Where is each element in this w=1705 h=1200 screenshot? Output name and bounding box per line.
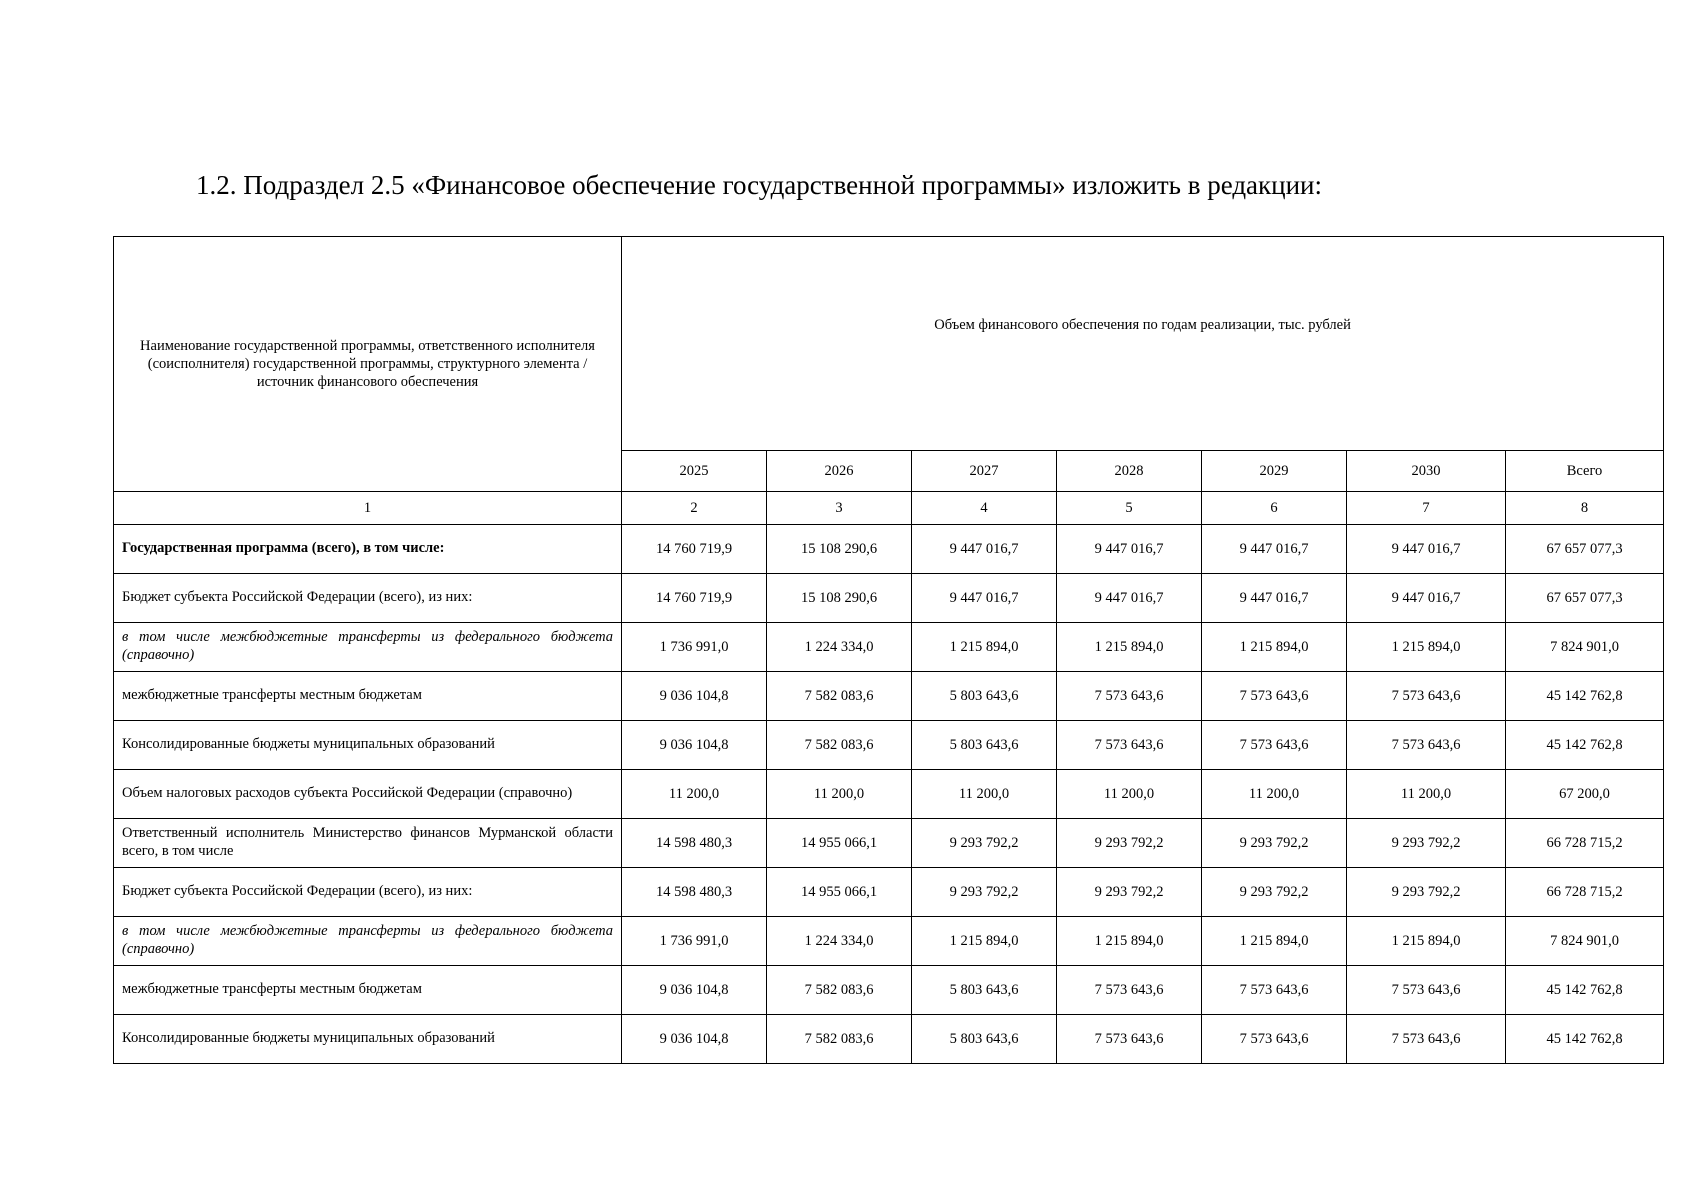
value-cell: 9 036 104,8 — [622, 672, 767, 721]
value-cell: 9 036 104,8 — [622, 721, 767, 770]
value-cell: 1 736 991,0 — [622, 623, 767, 672]
row-name-cell: в том числе межбюджетные трансферты из федерального бюджета (справочно) — [114, 623, 622, 672]
table-row — [114, 868, 1664, 917]
row-name-cell: Консолидированные бюджеты муниципальных образований — [114, 721, 622, 770]
column-number: 1 — [114, 492, 622, 525]
year-header: 2030 — [1347, 451, 1506, 492]
row-name-cell: межбюджетные трансферты местным бюджетам — [114, 966, 622, 1015]
value-cell: 66 728 715,2 — [1506, 868, 1664, 917]
value-cell: 1 215 894,0 — [912, 623, 1057, 672]
row-name-cell: в том числе межбюджетные трансферты из федерального бюджета (справочно) — [114, 917, 622, 966]
value-cell: 9 293 792,2 — [1057, 868, 1202, 917]
year-header: 2029 — [1202, 451, 1347, 492]
value-cell: 1 215 894,0 — [1057, 623, 1202, 672]
value-cell: 9 447 016,7 — [1347, 574, 1506, 623]
row-name-cell: Государственная программа (всего), в том числе: — [114, 525, 622, 574]
value-cell: 1 215 894,0 — [912, 917, 1057, 966]
table-row — [114, 525, 1664, 574]
value-cell: 7 573 643,6 — [1202, 672, 1347, 721]
value-cell: 11 200,0 — [767, 770, 912, 819]
table-row — [114, 574, 1664, 623]
table-body — [114, 525, 1664, 1064]
program-name-header: Наименование государственной программы, ответственного исполнителя (соисполнителя) государственной программы, структурного элемента / источник финансового обеспечения — [114, 237, 622, 492]
value-cell: 66 728 715,2 — [1506, 819, 1664, 868]
table-row — [114, 672, 1664, 721]
value-cell: 7 582 083,6 — [767, 966, 912, 1015]
value-cell: 9 293 792,2 — [1347, 819, 1506, 868]
value-cell: 45 142 762,8 — [1506, 721, 1664, 770]
value-cell: 5 803 643,6 — [912, 1015, 1057, 1064]
table-row — [114, 966, 1664, 1015]
value-cell: 7 582 083,6 — [767, 1015, 912, 1064]
value-cell: 9 293 792,2 — [1057, 819, 1202, 868]
value-cell: 1 215 894,0 — [1347, 917, 1506, 966]
table-row — [114, 623, 1664, 672]
column-number: 3 — [767, 492, 912, 525]
value-cell: 1 215 894,0 — [1202, 623, 1347, 672]
value-cell: 1 736 991,0 — [622, 917, 767, 966]
table-row — [114, 721, 1664, 770]
value-cell: 14 760 719,9 — [622, 525, 767, 574]
column-numbers-row — [114, 492, 1664, 525]
year-header: Всего — [1506, 451, 1664, 492]
value-cell: 9 447 016,7 — [1202, 574, 1347, 623]
value-cell: 9 447 016,7 — [912, 574, 1057, 623]
value-cell: 9 447 016,7 — [1347, 525, 1506, 574]
value-cell: 9 447 016,7 — [1057, 525, 1202, 574]
section-heading: 1.2. Подраздел 2.5 «Финансовое обеспечение государственной программы» изложить в редакции: — [196, 170, 1323, 200]
year-header: 2026 — [767, 451, 912, 492]
value-cell: 14 760 719,9 — [622, 574, 767, 623]
value-cell: 7 824 901,0 — [1506, 917, 1664, 966]
value-cell: 9 447 016,7 — [1202, 525, 1347, 574]
value-cell: 7 573 643,6 — [1347, 1015, 1506, 1064]
value-cell: 14 955 066,1 — [767, 868, 912, 917]
value-cell: 7 573 643,6 — [1347, 966, 1506, 1015]
financing-table — [113, 236, 1664, 1064]
value-cell: 9 293 792,2 — [1347, 868, 1506, 917]
table-row — [114, 770, 1664, 819]
value-cell: 45 142 762,8 — [1506, 1015, 1664, 1064]
value-cell: 7 582 083,6 — [767, 672, 912, 721]
value-cell: 15 108 290,6 — [767, 525, 912, 574]
value-cell: 7 573 643,6 — [1202, 966, 1347, 1015]
value-cell: 14 598 480,3 — [622, 868, 767, 917]
row-name-cell: Бюджет субъекта Российской Федерации (всего), из них: — [114, 574, 622, 623]
financing-volume-header — [622, 237, 1664, 451]
table-row — [114, 1015, 1664, 1064]
value-cell: 1 224 334,0 — [767, 917, 912, 966]
value-cell: 5 803 643,6 — [912, 721, 1057, 770]
value-cell: 11 200,0 — [912, 770, 1057, 819]
value-cell: 7 573 643,6 — [1057, 672, 1202, 721]
value-cell: 9 036 104,8 — [622, 1015, 767, 1064]
value-cell: 7 582 083,6 — [767, 721, 912, 770]
year-header: 2027 — [912, 451, 1057, 492]
value-cell: 7 573 643,6 — [1347, 721, 1506, 770]
table-row — [114, 819, 1664, 868]
column-number: 6 — [1202, 492, 1347, 525]
row-name-cell: межбюджетные трансферты местным бюджетам — [114, 672, 622, 721]
year-header: 2025 — [622, 451, 767, 492]
value-cell: 7 573 643,6 — [1057, 1015, 1202, 1064]
value-cell: 7 573 643,6 — [1057, 966, 1202, 1015]
value-cell: 67 657 077,3 — [1506, 525, 1664, 574]
row-name-cell: Объем налоговых расходов субъекта Российской Федерации (справочно) — [114, 770, 622, 819]
value-cell: 45 142 762,8 — [1506, 966, 1664, 1015]
value-cell: 11 200,0 — [1057, 770, 1202, 819]
value-cell: 11 200,0 — [1202, 770, 1347, 819]
table-row — [114, 917, 1664, 966]
value-cell: 67 657 077,3 — [1506, 574, 1664, 623]
value-cell: 7 573 643,6 — [1057, 721, 1202, 770]
value-cell: 7 573 643,6 — [1202, 721, 1347, 770]
value-cell: 9 293 792,2 — [1202, 819, 1347, 868]
value-cell: 9 293 792,2 — [912, 819, 1057, 868]
value-cell: 9 293 792,2 — [912, 868, 1057, 917]
column-number: 5 — [1057, 492, 1202, 525]
value-cell: 1 215 894,0 — [1057, 917, 1202, 966]
row-name-cell: Консолидированные бюджеты муниципальных образований — [114, 1015, 622, 1064]
value-cell: 5 803 643,6 — [912, 966, 1057, 1015]
value-cell: 67 200,0 — [1506, 770, 1664, 819]
value-cell: 1 215 894,0 — [1347, 623, 1506, 672]
value-cell: 7 824 901,0 — [1506, 623, 1664, 672]
value-cell: 14 955 066,1 — [767, 819, 912, 868]
value-cell: 15 108 290,6 — [767, 574, 912, 623]
value-cell: 14 598 480,3 — [622, 819, 767, 868]
value-cell: 9 447 016,7 — [1057, 574, 1202, 623]
financing-volume-header-text: Объем финансового обеспечения по годам реализации, тыс. рублей — [934, 317, 1351, 333]
row-name-cell: Бюджет субъекта Российской Федерации (всего), из них: — [114, 868, 622, 917]
column-number: 7 — [1347, 492, 1506, 525]
column-number: 2 — [622, 492, 767, 525]
value-cell: 5 803 643,6 — [912, 672, 1057, 721]
column-number: 8 — [1506, 492, 1664, 525]
value-cell: 9 036 104,8 — [622, 966, 767, 1015]
value-cell: 11 200,0 — [1347, 770, 1506, 819]
value-cell: 7 573 643,6 — [1202, 1015, 1347, 1064]
value-cell: 11 200,0 — [622, 770, 767, 819]
value-cell: 7 573 643,6 — [1347, 672, 1506, 721]
value-cell: 1 215 894,0 — [1202, 917, 1347, 966]
column-number: 4 — [912, 492, 1057, 525]
value-cell: 45 142 762,8 — [1506, 672, 1664, 721]
value-cell: 9 293 792,2 — [1202, 868, 1347, 917]
value-cell: 9 447 016,7 — [912, 525, 1057, 574]
value-cell: 1 224 334,0 — [767, 623, 912, 672]
row-name-cell: Ответственный исполнитель Министерство финансов Мурманской области всего, в том числе — [114, 819, 622, 868]
year-header: 2028 — [1057, 451, 1202, 492]
